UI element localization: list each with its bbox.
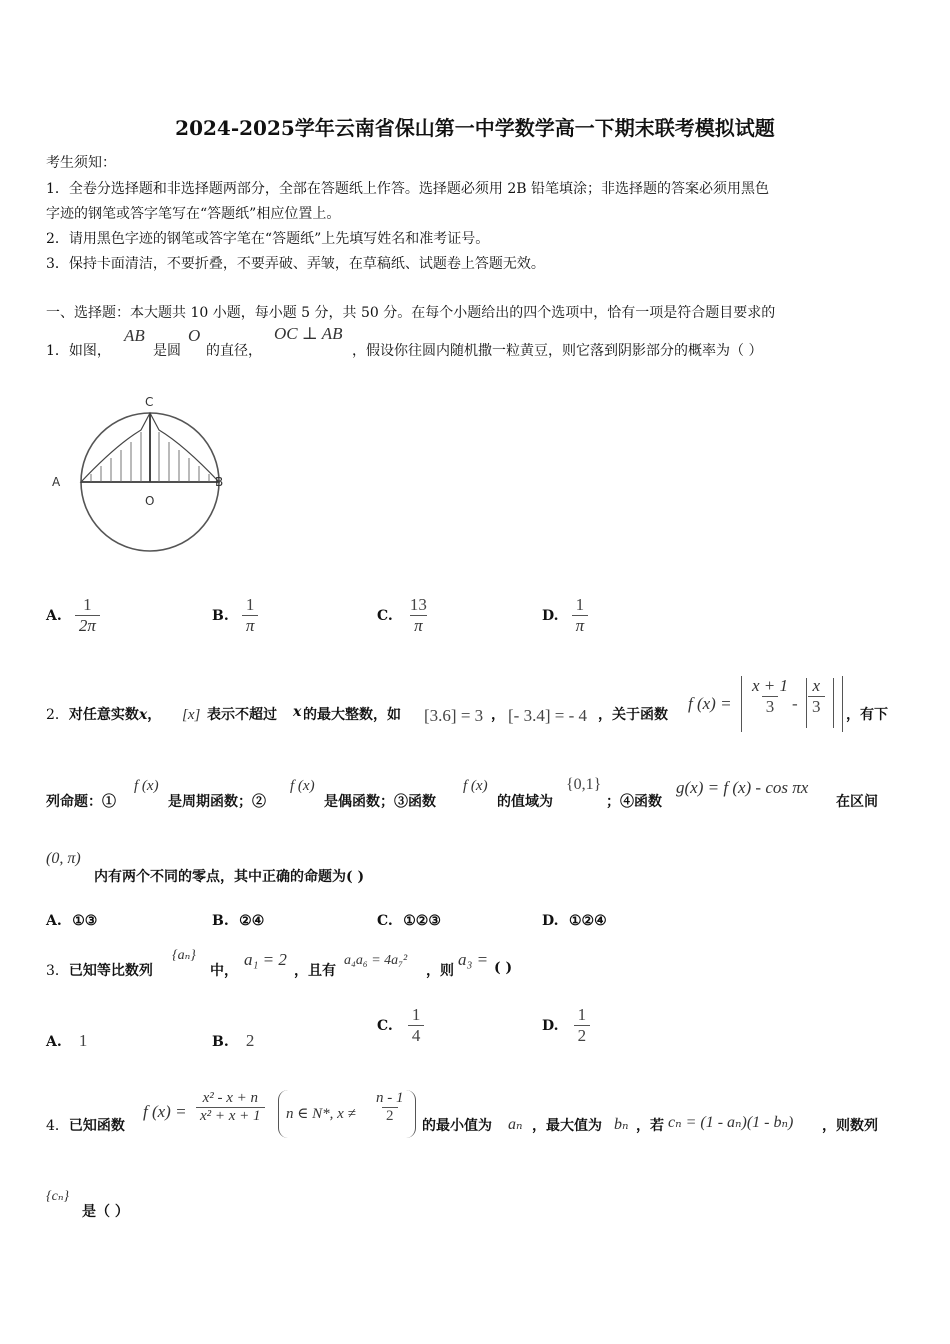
label-b: B — [215, 475, 224, 489]
fraction-denominator: 3 — [762, 696, 779, 717]
q2-number: 2． — [46, 707, 69, 723]
fraction-numerator: x — [812, 676, 821, 695]
q2-var-x-2: x — [293, 704, 302, 720]
q2-math-range: {0,1} — [566, 776, 602, 793]
q2-option-a[interactable] — [46, 913, 97, 929]
q2-text-4: 的最大整数，如 — [303, 707, 401, 723]
q1-math-perp: OC ⊥ AB — [274, 324, 343, 343]
q4-math-seq: {cₙ} — [46, 1189, 70, 1204]
q3-math-a1: a₁ = 2 — [244, 950, 287, 969]
notice-line-2: 2．请用黑色字迹的钢笔或答字笔在“答题纸”上先填写姓名和准考证号。 — [46, 231, 490, 247]
q2-math-floor: [x] — [182, 707, 201, 723]
option-text: ①②④ — [568, 913, 607, 929]
q3-text-5: ( ) — [494, 960, 513, 976]
q2-text-6: ，关于函数 — [598, 707, 668, 723]
q4-math-an: aₙ — [508, 1116, 523, 1133]
q2-line2-b: 是周期函数；② — [168, 794, 266, 810]
option-numerator: 1 — [245, 595, 255, 614]
q4-math-cn: cₙ = (1 - aₙ)(1 - bₙ) — [668, 1114, 794, 1131]
label-c: C — [145, 395, 154, 409]
q2-text-3: 表示不超过 — [207, 707, 277, 723]
option-label: D. — [542, 608, 559, 624]
q1-math-ab: AB — [124, 326, 145, 345]
notice-line-1b: 字迹的钢笔或答字笔写在“答题纸”相应位置上。 — [46, 206, 341, 222]
option-denominator: 2π — [75, 615, 100, 636]
q1-text-1: 如图， — [68, 343, 111, 359]
option-denominator: π — [572, 615, 589, 636]
q2-math-example-2: [- 3.4] = - 4 — [508, 706, 587, 725]
q1-text-2: 是圆 — [153, 343, 181, 359]
q4-text-3: ，最大值为 — [532, 1118, 602, 1134]
q3-option-d[interactable] — [542, 1005, 590, 1046]
q3-text-3: ，且有 — [294, 963, 336, 979]
option-text: ②④ — [239, 913, 265, 929]
q2-option-b[interactable] — [212, 913, 264, 929]
section-heading: 一、选择题：本大题共 10 小题，每小题 5 分，共 50 分。在每个小题给出的四个选项中，恰有一项是符合题目要求的 — [46, 305, 776, 321]
q3-math-seq: {aₙ} — [172, 948, 196, 963]
q2-line2-c: 是偶函数；③函数 — [324, 794, 436, 810]
option-denominator: 4 — [408, 1025, 425, 1046]
q3-option-b[interactable] — [212, 1031, 254, 1051]
option-numerator: 13 — [409, 595, 427, 614]
fraction-numerator: x + 1 — [752, 676, 789, 695]
q4-text-5: ，则数列 — [822, 1118, 878, 1134]
q2-text-1: 对任意实数 — [68, 707, 139, 723]
q3-option-c[interactable] — [377, 1005, 424, 1046]
option-denominator: 2 — [574, 1025, 591, 1046]
notice-heading: 考生须知： — [46, 155, 116, 171]
q2-fraction-2 — [808, 676, 825, 717]
q1-option-d[interactable] — [542, 595, 588, 636]
fraction-numerator: n - 1 — [376, 1090, 404, 1106]
q2-option-d[interactable] — [542, 913, 607, 929]
q3-text-1: 已知等比数列 — [68, 963, 153, 979]
option-denominator: π — [410, 615, 427, 636]
option-numerator: 1 — [411, 1005, 421, 1024]
option-text: ①③ — [72, 913, 98, 929]
q3-text-4: ，则 — [426, 963, 454, 979]
fraction-denominator: 3 — [808, 696, 825, 717]
fraction-denominator: 2 — [382, 1107, 398, 1125]
q4-math-condition: n ∈ N*, x ≠ — [286, 1106, 356, 1122]
q4-text-1: 已知函数 — [68, 1118, 125, 1134]
q2-text-2: ， — [147, 707, 162, 723]
q2-text-7: ，有下 — [846, 707, 888, 723]
q1-math-o: O — [188, 326, 201, 345]
q2-line2-a: 列命题：① — [46, 794, 116, 810]
option-text: ①②③ — [403, 913, 441, 929]
q4-text-6: 是（ ） — [82, 1204, 129, 1220]
fraction-denominator: x² + x + 1 — [196, 1107, 265, 1125]
q2-math-f2: f (x) — [290, 778, 315, 794]
option-label: C. — [377, 1018, 393, 1034]
q2-line3: 内有两个不同的零点，其中正确的命题为( ) — [94, 869, 365, 885]
q2-math-fx: f (x) = — [688, 694, 732, 713]
option-label: D. — [542, 1018, 559, 1034]
q2-option-c[interactable] — [377, 913, 441, 929]
page-title: 2024-2025学年云南省保山第一中学数学高一下期末联考模拟试题 — [175, 116, 775, 140]
q4-condition-fraction — [372, 1090, 408, 1125]
option-label: B. — [212, 608, 229, 624]
q3-number: 3． — [46, 963, 69, 979]
q2-line2-f: 在区间 — [836, 794, 878, 810]
option-label: A. — [46, 1034, 62, 1050]
q1-option-a[interactable] — [46, 595, 100, 636]
q2-math-example-1: [3.6] = 3 — [424, 706, 484, 725]
q4-number: 4． — [46, 1118, 69, 1134]
q1-option-c[interactable] — [377, 595, 431, 636]
q4-main-fraction — [196, 1090, 265, 1125]
q2-math-g: g(x) = f (x) - cos πx — [676, 778, 809, 797]
option-label: C. — [377, 608, 393, 624]
option-label: D. — [542, 913, 559, 929]
option-label: A. — [46, 913, 62, 929]
q4-text-2: 的最小值为 — [422, 1118, 492, 1134]
q4-text-4: ，若 — [636, 1118, 664, 1134]
notice-line-3: 3．保持卡面清洁，不要折叠，不要弄破、弄皱，在草稿纸、试题卷上答题无效。 — [46, 256, 545, 272]
option-label: B. — [212, 913, 229, 929]
option-denominator: π — [242, 615, 259, 636]
q2-var-x: x — [138, 707, 148, 723]
q2-text-5: ， — [491, 707, 505, 723]
q2-math-f3: f (x) — [463, 778, 488, 794]
q1-text-4: ，假设你往圆内随机撒一粒黄豆，则它落到阴影部分的概率为（ ） — [352, 343, 763, 359]
q1-circle-figure — [46, 390, 236, 560]
q2-line2-d: 的值域为 — [497, 794, 553, 810]
q4-math-f: f (x) = — [143, 1102, 187, 1121]
q3-text-2: 中， — [210, 963, 238, 979]
q1-number: 1． — [46, 343, 69, 359]
q2-math-f1: f (x) — [134, 778, 159, 794]
option-numerator: 1 — [577, 1005, 587, 1024]
q4-math-bn: bₙ — [614, 1116, 629, 1133]
q2-math-interval: (0, π) — [46, 850, 81, 867]
q1-text-3: 的直径， — [206, 343, 262, 359]
option-label: A. — [46, 608, 62, 624]
q3-math-a3: a₃ = — [458, 950, 489, 969]
q3-math-relation: a₄a₆ = 4a₇² — [344, 953, 408, 968]
q3-option-a[interactable] — [46, 1031, 87, 1051]
option-numerator: 1 — [83, 595, 92, 614]
q2-math-minus: - — [792, 694, 798, 713]
notice-line-1a: 1．全卷分选择题和非选择题两部分，全部在答题纸上作答。选择题必须用 2B 铅笔填涂；非选择题的答案必须用黑色 — [46, 181, 769, 197]
label-a: A — [52, 475, 61, 489]
label-o: O — [145, 494, 155, 508]
option-label: C. — [377, 913, 393, 929]
q2-fraction-1 — [748, 676, 792, 717]
option-text: 2 — [245, 1031, 255, 1050]
q1-option-b[interactable] — [212, 595, 258, 636]
q2-line2-e: ；④函数 — [606, 794, 662, 810]
option-numerator: 1 — [575, 595, 585, 614]
option-label: B. — [212, 1034, 229, 1050]
option-text: 1 — [78, 1031, 88, 1050]
fraction-numerator: x² - x + n — [202, 1090, 258, 1106]
